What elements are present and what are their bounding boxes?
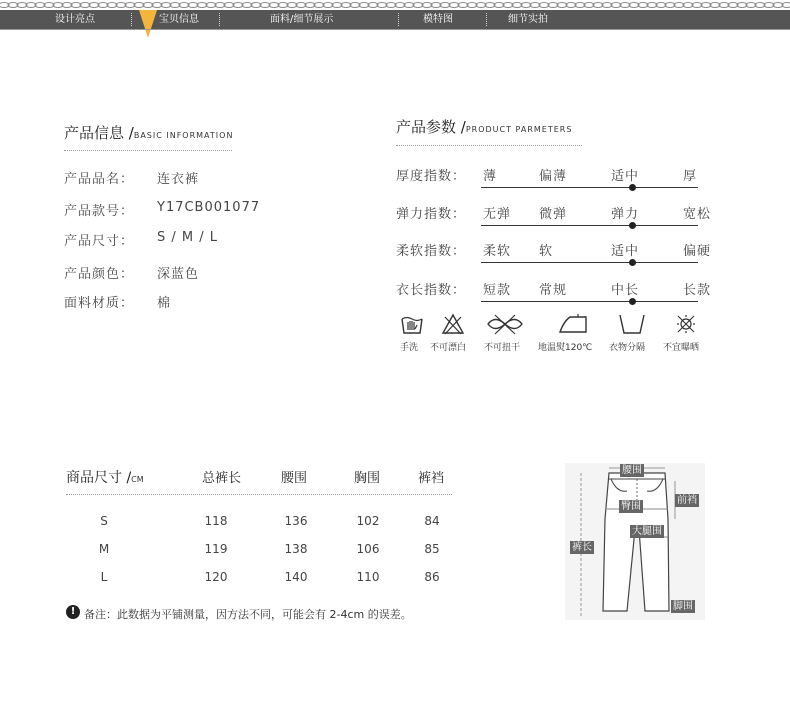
size-heading (66, 467, 144, 487)
info-value-material: 棉 (157, 296, 172, 311)
param-option: 薄 (483, 169, 498, 184)
param-scale-line (481, 262, 698, 263)
nav-item-fabric[interactable]: 面料/细节展示 (270, 14, 334, 25)
param-option: 宽松 (683, 207, 712, 222)
nav-item-model[interactable]: 模特图 (423, 14, 453, 25)
diagram-label-hip: 臀围 (621, 501, 641, 512)
param-label: 弹力指数： (396, 207, 467, 222)
no-wring-icon (485, 313, 525, 335)
diagram-label-length: 裤长 (572, 542, 592, 553)
param-label: 柔软指数： (396, 244, 467, 259)
params-title: 产品参数 / (396, 118, 466, 136)
info-label-style: 产品款号： (64, 204, 135, 219)
info-label-color: 产品颜色： (64, 267, 135, 282)
param-selected-marker (629, 298, 636, 305)
param-option: 中长 (611, 283, 640, 298)
basic-info-heading (64, 122, 233, 143)
diagram-label-hem: 脚围 (673, 601, 693, 612)
size-cell: 119 (204, 542, 228, 556)
info-value-color: 深蓝色 (157, 267, 200, 282)
param-label: 衣长指数： (396, 283, 467, 298)
param-scale-line (481, 225, 698, 226)
pants-diagram (565, 463, 705, 620)
nav-separator (219, 13, 220, 26)
size-cell: 118 (204, 514, 228, 528)
divider (66, 494, 452, 495)
param-option: 常规 (539, 283, 568, 298)
size-header-length: 总裤长 (202, 471, 242, 486)
size-label: M (98, 542, 110, 556)
nav-item-detail[interactable]: 细节实拍 (508, 14, 548, 25)
basic-info-subtitle: BASIC INFORMATION (133, 131, 234, 140)
size-cell: 120 (204, 570, 228, 584)
param-option: 柔软 (483, 244, 512, 259)
param-scale-line (481, 187, 698, 188)
param-option: 无弹 (483, 207, 512, 222)
care-label-iron: 地温熨120℃ (538, 343, 593, 353)
size-header-rise: 裤裆 (418, 471, 445, 486)
size-cell: 106 (356, 542, 380, 556)
basic-info-title: 产品信息 / (64, 124, 134, 142)
size-label: L (100, 570, 108, 584)
size-label: S (100, 514, 108, 528)
size-cell: 140 (284, 570, 308, 584)
param-option: 软 (539, 244, 554, 259)
size-unit: CM (131, 475, 144, 484)
param-option: 偏硬 (683, 244, 712, 259)
iron-icon (558, 313, 588, 335)
nav-separator (486, 13, 487, 26)
nav-underline (0, 29, 790, 30)
param-selected-marker (629, 184, 636, 191)
param-option: 短款 (483, 283, 512, 298)
param-option: 适中 (611, 244, 640, 259)
nav-separator (398, 13, 399, 26)
params-subtitle: PRODUCT PARMETERS (465, 125, 573, 134)
info-value-size: S / M / L (157, 230, 218, 245)
diagram-label-waist: 腰围 (622, 465, 642, 476)
diagram-label-front-rise: 前裆 (677, 495, 697, 506)
param-option: 长款 (683, 283, 712, 298)
chain-border (0, 0, 790, 10)
divider (396, 145, 582, 146)
size-cell: 110 (356, 570, 380, 584)
param-option: 弹力 (611, 207, 640, 222)
nav-item-design[interactable]: 设计亮点 (55, 14, 95, 25)
size-cell: 86 (424, 570, 440, 584)
no-bleach-icon (441, 313, 465, 335)
care-label-hand-wash: 手洗 (400, 343, 419, 353)
size-cell: 85 (424, 542, 440, 556)
size-cell: 136 (284, 514, 308, 528)
care-label-no-wring: 不可扭干 (484, 343, 521, 353)
size-cell: 138 (284, 542, 308, 556)
info-label-material: 面料材质： (64, 296, 135, 311)
param-scale-line (481, 301, 698, 302)
care-label-no-sun: 不宜曝晒 (663, 343, 700, 353)
separate-wash-icon (617, 313, 647, 335)
nav-active-marker (139, 10, 157, 38)
param-selected-marker (629, 222, 636, 229)
param-selected-marker (629, 259, 636, 266)
size-title: 商品尺寸 / (66, 470, 132, 486)
info-value-name: 连衣裤 (157, 172, 200, 187)
care-label-no-bleach: 不可漂白 (430, 343, 467, 353)
no-sun-icon (674, 313, 698, 335)
divider (64, 150, 232, 151)
size-header-waist: 腰围 (281, 471, 308, 486)
param-option: 厚 (683, 169, 698, 184)
note-text: 备注：此数据为平铺测量，因方法不同，可能会有 2-4cm 的误差。 (84, 608, 412, 621)
nav-separator (131, 13, 132, 26)
param-option: 微弹 (539, 207, 568, 222)
size-cell: 102 (356, 514, 380, 528)
param-label: 厚度指数： (396, 169, 467, 184)
hand-wash-icon (400, 313, 424, 335)
info-label-name: 产品品名： (64, 172, 135, 187)
nav-item-product-info[interactable]: 宝贝信息 (159, 14, 199, 25)
param-option: 偏薄 (539, 169, 568, 184)
care-label-separate: 衣物分隔 (609, 343, 646, 353)
info-value-style: Y17CB001077 (157, 200, 261, 215)
size-cell: 84 (424, 514, 440, 528)
param-option: 适中 (611, 169, 640, 184)
diagram-label-thigh: 大腿围 (632, 526, 662, 537)
exclamation-icon: ! (66, 605, 80, 619)
nav-bar (0, 10, 790, 29)
params-heading (396, 116, 572, 137)
size-header-chest: 胸围 (354, 471, 381, 486)
info-label-size: 产品尺寸： (64, 234, 135, 249)
